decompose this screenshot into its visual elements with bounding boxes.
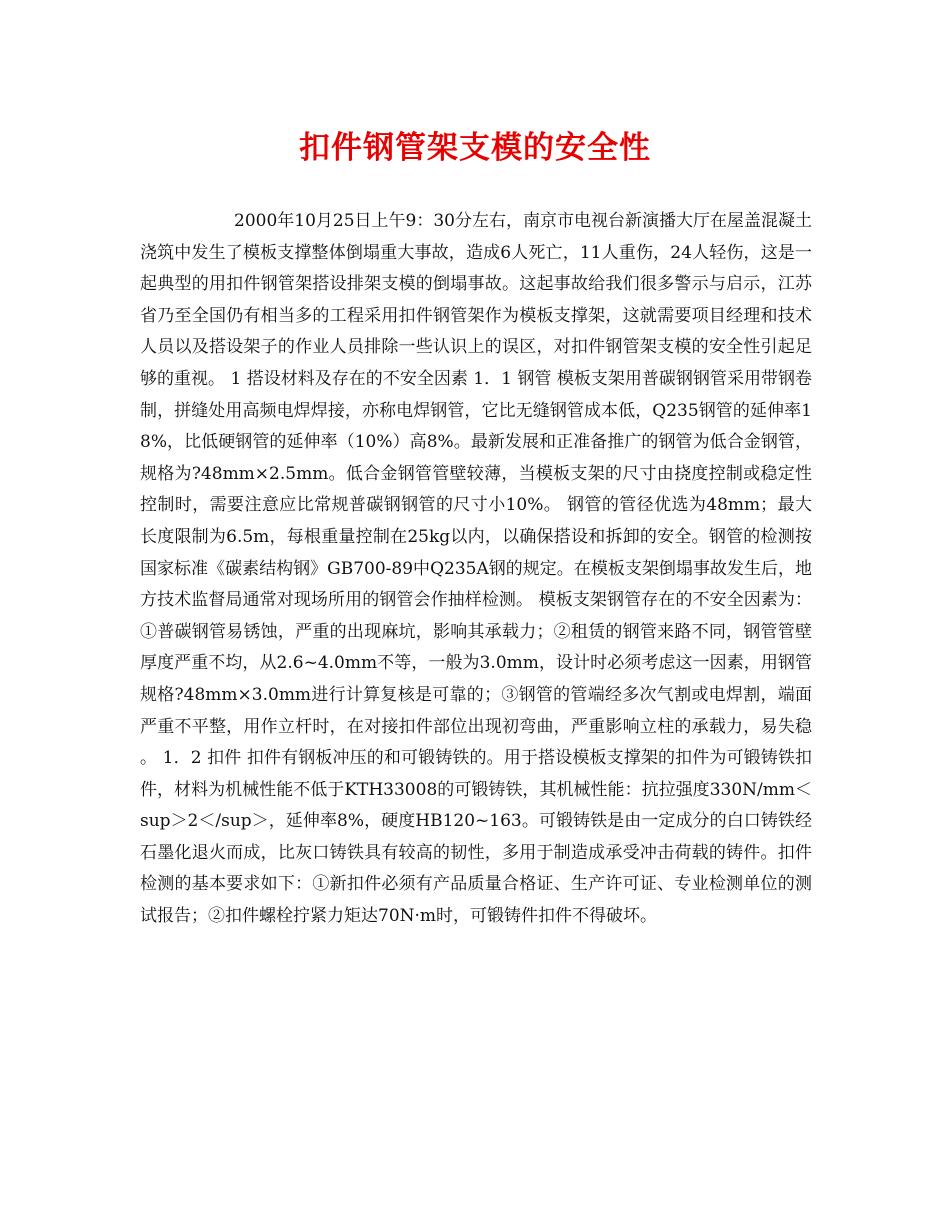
document-title: 扣件钢管架支模的安全性 [299,130,651,166]
document-body-paragraph: 2000年10月25日上午9：30分左右，南京市电视台新演播大厅在屋盖混凝土浇筑中发生了模板支撑整体倒塌重大事故，造成6人死亡，11人重伤，24人轻伤，这是一起典型的用扣件钢管架搭设排架支模的倒塌事故。这起事故给我们很多警示与启示，江苏省乃至全国仍有相当多的工程采用扣件钢管架作为模板支撑架，这就需要项目经理和技术人员以及搭设架子的作业人员排除一些认识上的误区，对扣件钢管架支模的安全性引起足够的重视。 1 搭设材料及存在的不安全因素 1．1 钢管 模板支架用普碳钢钢管采用带钢卷制，拼缝处用高频电焊焊接，亦称电焊钢管，它比无缝钢管成本低，Q235钢管的延伸率18%，比低硬钢管的延伸率（10%）高8%。最新发展和正准备推广的钢管为低合金钢管，规格为?48mm×2.5mm。低合金钢管管壁较薄，当模板支架的尺寸由挠度控制或稳定性控制时，需要注意应比常规普碳钢钢管的尺寸小10%。 钢管的管径优选为48mm；最大长度限制为6.5m，每根重量控制在25kg以内，以确保搭设和拆卸的安全。钢管的检测按国家标准《碳素结构钢》GB700-89中Q235A钢的规定。在模板支架倒塌事故发生后，地方技术监督局通常对现场所用的钢管会作抽样检测。 模板支架钢管存在的不安全因素为：①普碳钢管易锈蚀，严重的出现麻坑，影响其承载力；②租赁的钢管来路不同，钢管管壁厚度严重不均，从2.6~4.0mm不等，一般为3.0mm，设计时必须考虑这一因素，用钢管规格?48mm×3.0mm进行计算复核是可靠的；③钢管的管端经多次气割或电焊割，端面严重不平整，用作立杆时，在对接扣件部位出现初弯曲，严重影响立柱的承载力，易失稳。 1．2 扣件 扣件有钢板冲压的和可锻铸铁的。用于搭设模板支撑架的扣件为可锻铸铁扣件，材料为机械性能不低于KTH33008的可锻铸铁，其机械性能：抗拉强度330N/mm＜sup＞2＜/sup＞，延伸率8%，硬度HB120~163。可锻铸铁是由一定成分的白口铸铁经石墨化退火而成，比灰口铸铁具有较高的韧性，多用于制造成承受冲击荷载的铸件。扣件检测的基本要求如下：①新扣件必须有产品质量合格证、生产许可证、专业检测单位的测试报告；②扣件螺栓拧紧力矩达70N·m时，可锻铸件扣件不得破坏。 [140,211,812,927]
